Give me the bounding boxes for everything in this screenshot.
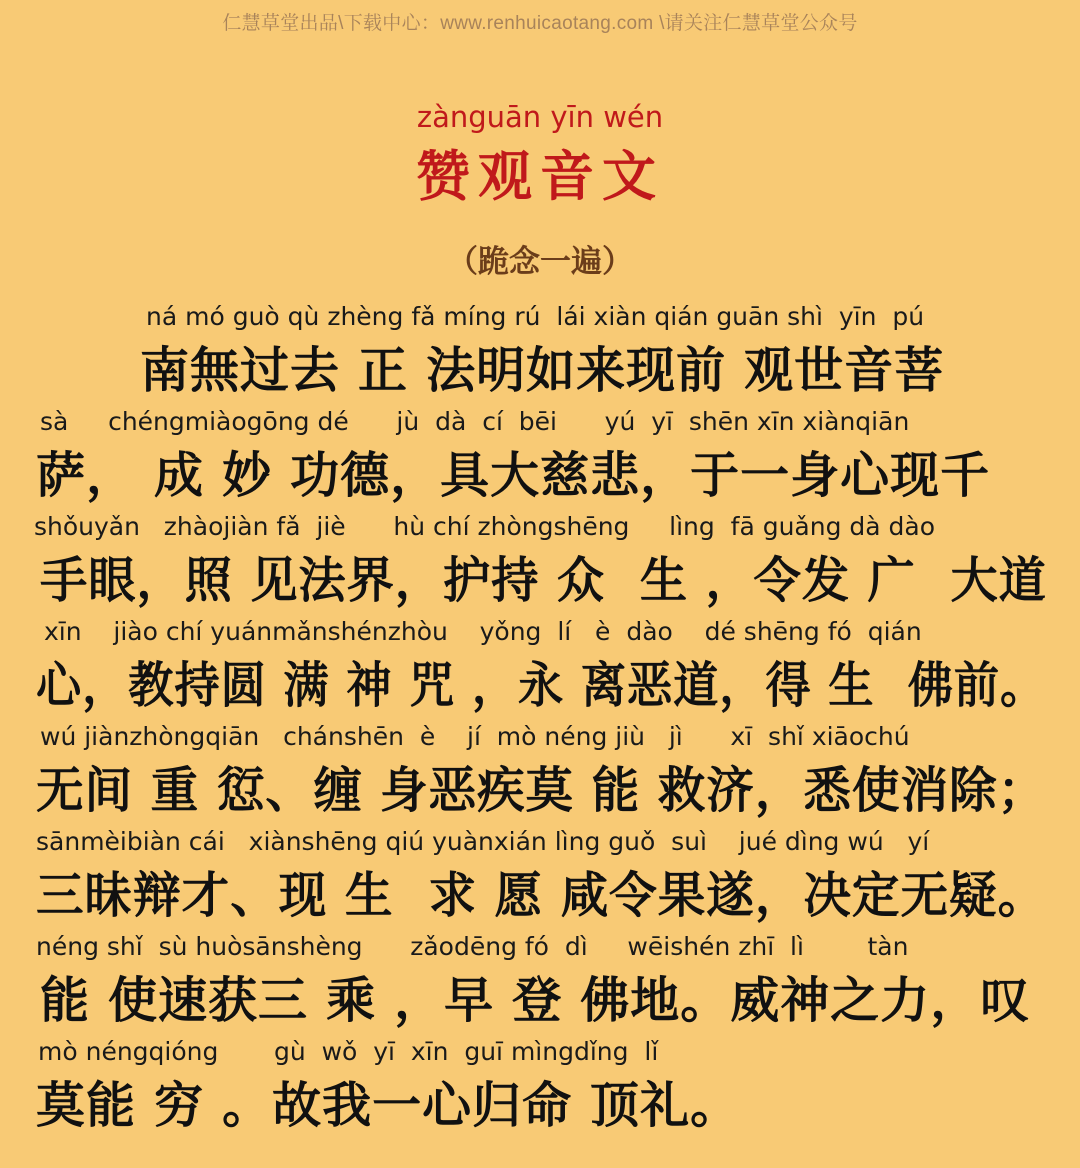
verse-text: 萨， 成 妙 功德，具大慈悲，于一身心现千 [36,447,991,504]
verse-text: 心，教持圆 满 神 咒 ，永 离恶道，得 生 佛前。 [36,657,1047,714]
verse-text: 能 使速获三 乘 ，早 登 佛地。威神之力，叹 [40,972,1031,1029]
recitation-note: （跪念一遍） [447,244,633,280]
verse-line-8 [0,1037,1080,1141]
page-title: 赞观音文 [416,144,664,208]
verse-line-2 [0,407,1080,511]
verse-pinyin: sānmèibiàn cái xiànshēng qiú yuànxián lìng guǒ suì jué dìng wú yí [36,827,930,856]
verse-line-3 [0,512,1080,616]
verse-text: 三昧辩才、现 生 求 愿 咸令果遂，决定无疑。 [36,867,1047,924]
verse-text: 莫能 穷 。故我一心归命 顶礼。 [36,1077,741,1134]
verse-text: 南無过去 正 法明如来现前 观世音菩 [140,342,945,399]
verse-text: 手眼，照 见法界，护持 众 生 ，令发 广 大道 [40,552,1047,609]
title-pinyin: zànguān yīn wén [416,100,664,134]
verse-pinyin: mò néngqióng gù wǒ yī xīn guī mìngdǐng lǐ [38,1037,659,1066]
watermark-text: 仁慧草堂出品\下载中心：www.renhuicaotang.com \请关注仁慧草堂公众号 [222,13,858,34]
verse-line-7 [0,932,1080,1036]
verse-pinyin: xīn jiào chí yuánmǎnshénzhòu yǒng lí è dào dé shēng fó qián [44,617,922,646]
verse-pinyin: wú jiànzhòngqiān chánshēn è jí mò néng jiù jì xī shǐ xiāochú [40,722,910,751]
verse-pinyin: néng shǐ sù huòsānshèng zǎodēng fó dì wēishén zhī lì tàn [36,932,909,961]
verse-line-4 [0,617,1080,721]
verse-line-1 [0,302,1080,406]
verse-pinyin: ná mó guò qù zhèng fǎ míng rú lái xiàn qián guān shì yīn pú [146,302,925,331]
verse-line-6 [0,827,1080,931]
verse-pinyin: shǒuyǎn zhàojiàn fǎ jiè hù chí zhòngshēng lìng fā guǎng dà dào [34,512,936,541]
verse-text: 无间 重 愆、缠 身恶疾莫 能 救济，悉使消除； [36,762,1047,819]
verse-line-5 [0,722,1080,826]
verse-pinyin: sà chéngmiàogōng dé jù dà cí bēi yú yī shēn xīn xiànqiān [40,407,910,436]
